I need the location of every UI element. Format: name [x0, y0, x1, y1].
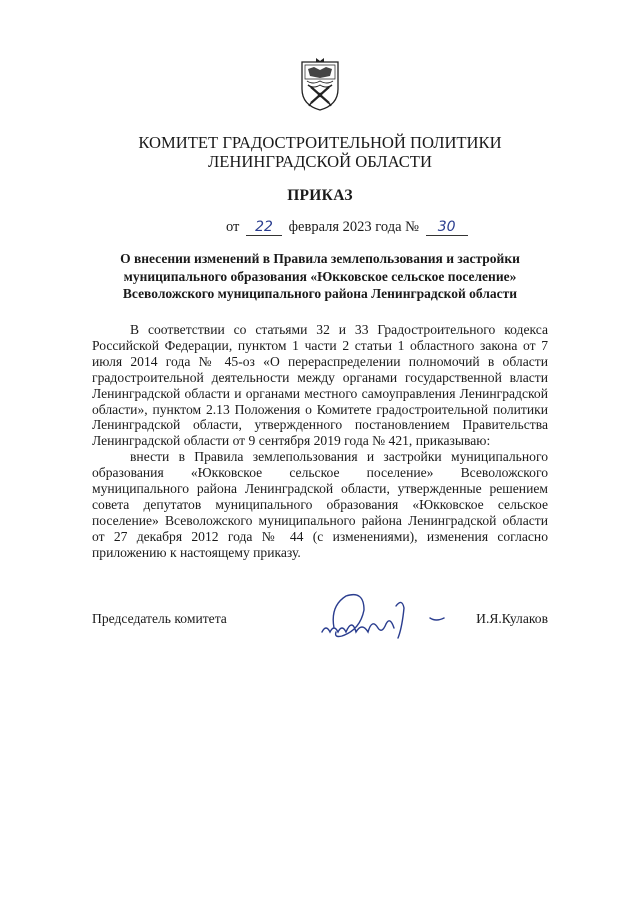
subject-line-3: Всеволожского муниципального района Ленинградской области	[122, 286, 518, 301]
body-paragraph-2: внести в Правила землепользования и застройки муниципального образования «Юкковское сельское поселение» Всеволожского муниципального района Ленинградской области, утвержденные решением совета депутатов муниципального образования «Юкковское сельское поселение» Всеволожского муниципального района Ленинградской области от 27 декабря 2012 года № 44 (с изменениями), изменения согласно приложению к настоящему приказу.	[92, 449, 548, 560]
order-title: ПРИКАЗ	[287, 187, 353, 204]
date-prefix: от	[226, 219, 240, 235]
committee-name	[0, 133, 640, 171]
order-body	[92, 322, 548, 561]
date-day-field	[246, 219, 282, 236]
subject-line-2: муниципального образования «Юкковское сельское поселение»	[123, 268, 517, 284]
subject-line-1: О внесении изменений в Правила землепользования и застройки	[120, 251, 520, 266]
date-month-year: февраля 2023 года №	[288, 219, 419, 235]
order-number-value: 30	[437, 219, 456, 235]
body-paragraph-1: В соответствии со статьями 32 и 33 Градостроительного кодекса Российской Федерации, пунктом 1 части 2 статьи 1 областного закона от 7 июля 2014 года № 45-оз «О перераспределении полномочий в области градостроительной деятельности между органами государственной власти Ленинградской области и органами местного самоуправления Ленинградской области», пунктом 2.13 Положения о Комитете градостроительной политики Ленинградской области, утвержденного постановлением Правительства Ленинградской области от 9 сентября 2019 года № 421, приказываю:	[92, 322, 548, 449]
committee-line-1: КОМИТЕТ ГРАДОСТРОИТЕЛЬНОЙ ПОЛИТИКИ	[138, 133, 502, 152]
leningrad-oblast-coat-of-arms-icon	[299, 57, 341, 112]
handwritten-signature	[312, 588, 462, 652]
order-number-field	[426, 219, 468, 236]
signatory-title: Председатель комитета	[92, 611, 227, 626]
order-subject	[0, 250, 640, 303]
committee-line-2: ЛЕНИНГРАДСКОЙ ОБЛАСТИ	[208, 152, 432, 171]
signatory-name: И.Я.Кулаков	[476, 611, 548, 626]
date-day-value: 22	[255, 219, 273, 235]
order-date-line	[226, 219, 468, 236]
